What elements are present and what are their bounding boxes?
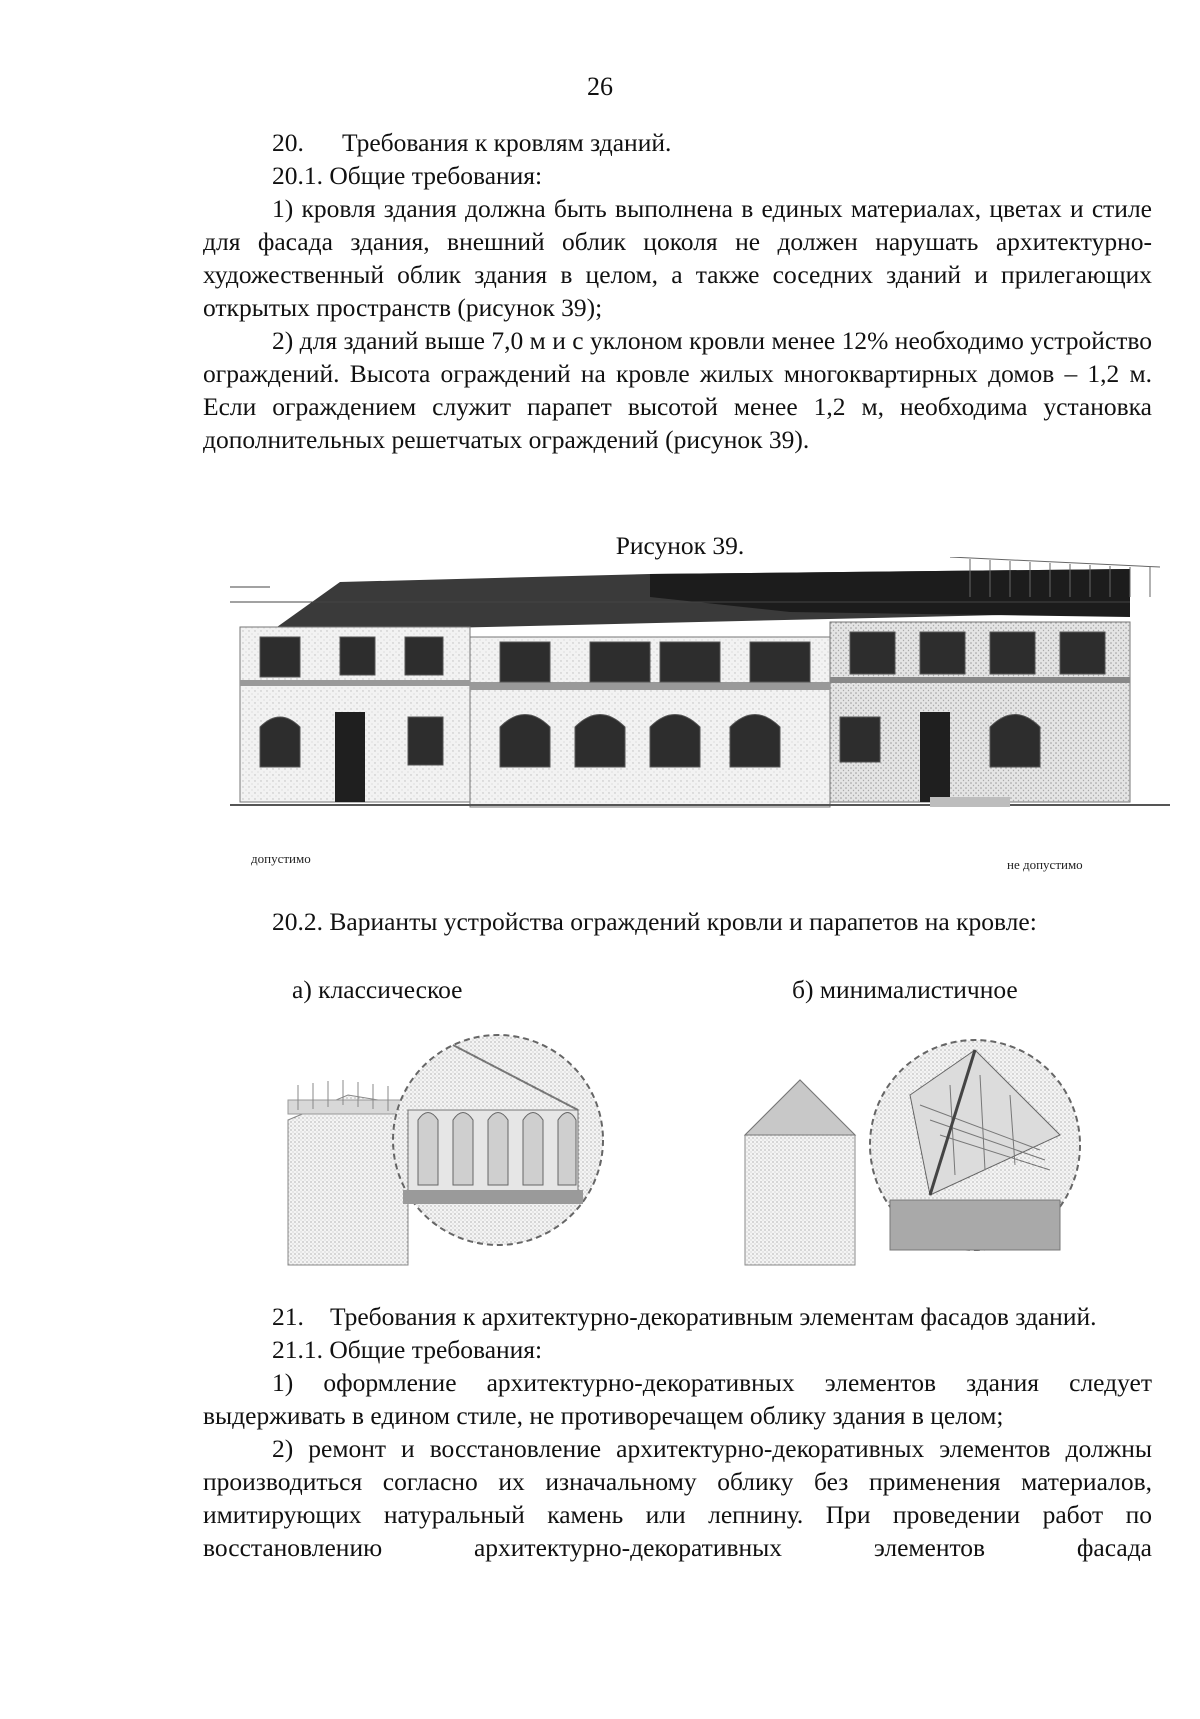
section-20-title: Требования к кровлям зданий. (342, 128, 672, 157)
figure-39-label-unacceptable: не допустимо (1007, 857, 1083, 872)
variant-a-label: а) классическое (292, 975, 463, 1004)
section-20-heading (203, 126, 1152, 159)
section-20-text (203, 126, 1152, 456)
section-21-1-heading: 21.1. Общие требования: (272, 1335, 543, 1364)
figure-39-caption: Рисунок 39. (615, 531, 745, 560)
section-20-1-heading: 20.1. Общие требования: (272, 161, 543, 190)
section-21-item-1: 1) оформление архитектурно-декоративных элементов здания следует выдерживать в едином стиле, не противоречащем облику здания в целом; (203, 1368, 1152, 1430)
section-20-2-block (203, 905, 1152, 938)
section-20-number: 20. (272, 128, 304, 157)
classic-parapet-image (278, 1025, 638, 1290)
section-21-heading (203, 1300, 1152, 1333)
section-21-item-2: 2) ремонт и восстановление архитектурно-декоративных элементов должны производиться согласно их изначальному облику без применения материалов, имитирующих натуральный камень или лепнину. При проведении работ по восстановлению архитектурно-декоративных элементов фасада (203, 1434, 1152, 1562)
section-20-item-2: 2) для зданий выше 7,0 м и с уклоном кровли менее 12% необходимо устройство ограждений. Высота ограждений на кровле жилых многоквартирных домов – 1,2 м. Если ограждением служит парапет высотой менее 1,2 м, необходима установка дополнительных решетчатых ограждений (рисунок 39). (203, 326, 1152, 454)
section-20-item-1: 1) кровля здания должна быть выполнена в единых материалах, цветах и стиле для фасада здания, внешний облик цоколя не должен нарушать архитектурно-художественный облик здания в целом, а также соседних зданий и прилегающих открытых пространств (рисунок 39); (203, 194, 1152, 322)
figure-39-facade-image (230, 557, 1170, 877)
section-20-2-heading: 20.2. Варианты устройства ограждений кровли и парапетов на кровле: (272, 907, 1037, 936)
figure-39-label-acceptable: допустимо (251, 851, 311, 866)
section-21-number: 21. (272, 1302, 304, 1331)
section-21-text (203, 1300, 1152, 1564)
section-21-title: Требования к архитектурно-декоративным элементам фасадов зданий. (330, 1302, 1097, 1331)
page-number: 26 (587, 72, 613, 101)
minimalist-railing-image (740, 1025, 1100, 1290)
variant-b-label: б) минималистичное (792, 975, 1018, 1004)
